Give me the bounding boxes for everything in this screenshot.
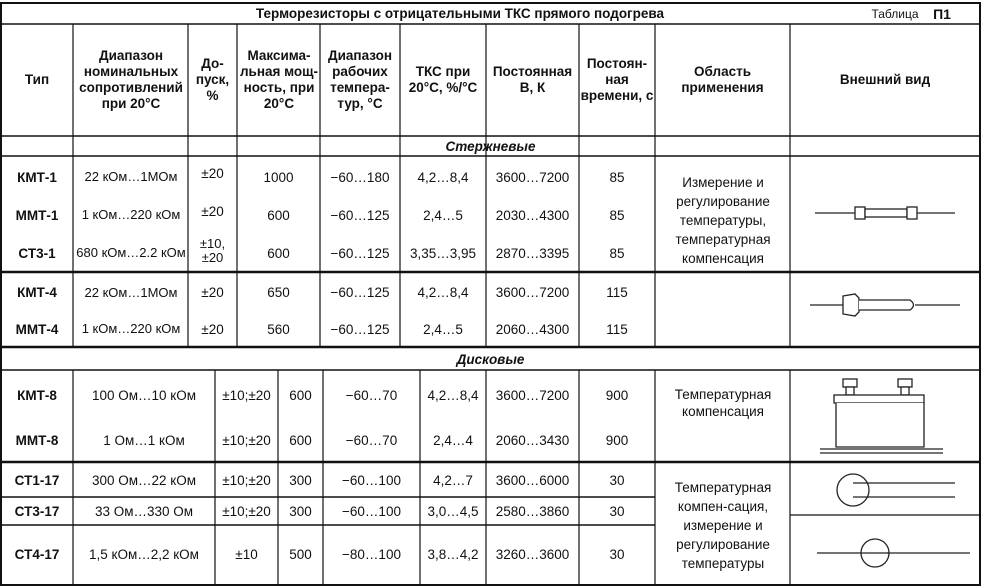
row-power: 650 xyxy=(267,285,290,300)
row-type: КМТ-4 xyxy=(17,285,57,300)
row-tolerance: ±20 xyxy=(201,165,224,181)
row-constant-b: 3600…7200 xyxy=(495,387,570,403)
header-power: Максима-льная мощ-ность, при 20°С xyxy=(239,48,319,111)
row-type: ММТ-4 xyxy=(15,321,59,337)
row-tolerance: ±10, ±20 xyxy=(199,236,226,265)
row-constant-b: 3600…7200 xyxy=(495,285,570,300)
row-tks: 4,2…8,4 xyxy=(417,169,469,185)
row-type: КМТ-8 xyxy=(17,387,57,403)
row-time: 115 xyxy=(606,321,628,337)
row-type: СТ3-17 xyxy=(14,503,60,519)
row-power: 600 xyxy=(267,207,290,223)
row-constant-b: 2060…3430 xyxy=(495,432,570,448)
row-temp: −60…180 xyxy=(330,169,390,185)
row-temp: −60…125 xyxy=(330,285,390,300)
row-tks: 4,2…7 xyxy=(433,473,473,488)
row-power: 560 xyxy=(267,321,290,337)
row-type: ММТ-1 xyxy=(15,207,59,223)
row-temp: −60…70 xyxy=(345,387,398,403)
row-time: 900 xyxy=(605,432,629,448)
header-tolerance: До-пуск, % xyxy=(195,56,230,103)
row-tks: 4,2…8,4 xyxy=(427,387,479,403)
row-type: КМТ-1 xyxy=(17,169,57,185)
row-type: СТ4-17 xyxy=(14,546,60,562)
row-time: 30 xyxy=(609,546,625,562)
row-tolerance: ±10;±20 xyxy=(222,503,271,519)
row-power: 500 xyxy=(289,546,312,562)
header-range: Диапазон номинальных сопротивлений при 20°С xyxy=(79,48,183,111)
row-type: ММТ-8 xyxy=(15,432,59,448)
row-tolerance: ±20 xyxy=(201,285,224,300)
row-constant-b: 2030…4300 xyxy=(495,207,570,223)
row-power: 300 xyxy=(289,473,312,488)
rod-thermistor-drawing xyxy=(810,198,960,228)
row-tolerance: ±10;±20 xyxy=(222,387,271,403)
header-constant-b: Постоянная В, К xyxy=(492,64,573,95)
application-group-2: Температурная компенсация xyxy=(674,387,772,419)
table-number: П1 xyxy=(933,6,951,22)
row-tks: 2,4…5 xyxy=(423,321,463,337)
row-power: 600 xyxy=(289,432,312,448)
row-range: 1 Ом…1 кОм xyxy=(103,432,185,448)
row-temp: −60…100 xyxy=(342,473,401,488)
row-power: 1000 xyxy=(263,169,294,185)
row-tolerance: ±10;±20 xyxy=(222,432,271,448)
row-tks: 3,8…4,2 xyxy=(427,546,479,562)
disc-case-thermistor-drawing xyxy=(818,375,958,457)
header-tks: ТКС при 20°С, %/°С xyxy=(408,64,478,95)
row-tks: 2,4…4 xyxy=(433,432,473,448)
row-range: 22 кОм…1МОм xyxy=(84,284,178,300)
table-label: Таблица xyxy=(871,6,919,21)
row-type: СТ3-1 xyxy=(18,245,56,261)
disc-thermistor-drawing xyxy=(825,470,965,510)
row-tolerance: ±10 xyxy=(235,546,258,562)
row-time: 85 xyxy=(609,207,625,223)
row-temp: −60…125 xyxy=(330,321,390,337)
row-range: 1 кОм…220 кОм xyxy=(81,321,181,336)
row-tolerance: ±20 xyxy=(201,203,224,219)
rod-capsule-thermistor-drawing xyxy=(805,288,965,322)
row-tks: 4,2…8,4 xyxy=(417,285,469,300)
row-constant-b: 2060…4300 xyxy=(495,321,570,337)
application-group-1: Измерение и регулирование температуры, температурная компенсация xyxy=(675,174,771,266)
row-time: 30 xyxy=(609,503,625,519)
disc-axial-thermistor-drawing xyxy=(815,535,975,575)
row-constant-b: 2580…3860 xyxy=(495,503,570,519)
row-range: 1,5 кОм…2,2 кОм xyxy=(89,546,199,562)
row-range: 680 кОм…2.2 кОм xyxy=(76,245,186,260)
row-range: 300 Ом…22 кОм xyxy=(91,473,196,488)
row-temp: −60…125 xyxy=(330,245,390,261)
header-temp-range: Диапазон рабочих темпера-тур, °С xyxy=(327,48,393,111)
row-temp: −80…100 xyxy=(342,546,401,562)
row-time: 115 xyxy=(606,285,628,300)
row-temp: −60…70 xyxy=(345,432,398,448)
header-time-constant: Постоян-ная времени, с xyxy=(580,56,654,103)
row-tolerance: ±10;±20 xyxy=(222,473,271,488)
row-constant-b: 3260…3600 xyxy=(495,546,570,562)
row-constant-b: 2870…3395 xyxy=(495,245,570,261)
section-rod: Стержневые xyxy=(445,139,536,154)
row-power: 300 xyxy=(289,503,312,519)
row-type: СТ1-17 xyxy=(14,473,60,488)
row-power: 600 xyxy=(289,387,312,403)
row-range: 22 кОм…1МОм xyxy=(84,169,178,184)
header-type: Тип xyxy=(24,72,50,87)
row-power: 600 xyxy=(267,245,290,261)
header-appearance: Внешний вид xyxy=(839,72,931,87)
table-title: Терморезисторы с отрицательными ТКС прямого подогрева xyxy=(255,6,665,21)
row-constant-b: 3600…6000 xyxy=(495,473,570,488)
row-tks: 3,35…3,95 xyxy=(409,245,477,261)
row-tks: 2,4…5 xyxy=(423,207,463,223)
row-range: 33 Ом…330 Ом xyxy=(94,503,194,519)
row-temp: −60…125 xyxy=(330,207,390,223)
header-application: Область применения xyxy=(681,64,764,95)
row-tks: 3,0…4,5 xyxy=(427,503,479,519)
row-temp: −60…100 xyxy=(342,503,401,519)
row-time: 30 xyxy=(609,473,625,488)
row-time: 900 xyxy=(605,387,629,403)
application-group-3: Температурная компен-сация, измерение и регулирование температуры xyxy=(674,479,772,571)
row-time: 85 xyxy=(609,245,625,261)
section-disc: Дисковые xyxy=(456,351,525,367)
row-time: 85 xyxy=(609,169,625,185)
row-range: 1 кОм…220 кОм xyxy=(81,207,181,222)
row-constant-b: 3600…7200 xyxy=(495,169,570,185)
row-tolerance: ±20 xyxy=(201,321,224,337)
row-range: 100 Ом…10 кОм xyxy=(91,387,196,403)
